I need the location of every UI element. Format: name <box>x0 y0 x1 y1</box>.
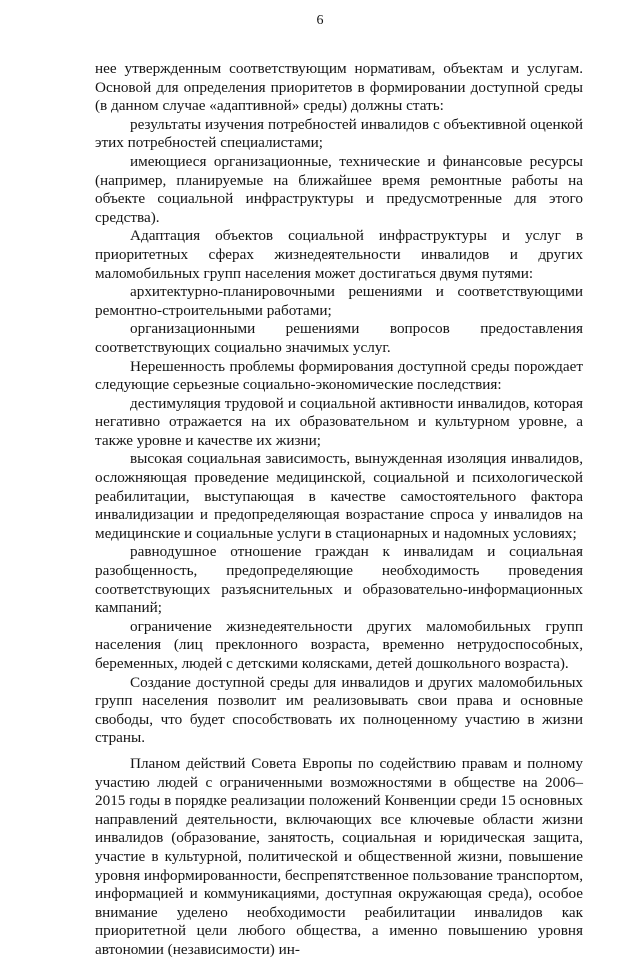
list-item-needs-study: результаты изучения потребностей инвалидов с объективной оценкой этих потребностей специалистами; <box>95 115 583 152</box>
paragraph-accessible-environment: Создание доступной среды для инвалидов и других маломобильных групп населения позволит им реализовывать свои права и основные свободы, что будет способствовать их полноценному участию в жизни страны. <box>95 673 583 747</box>
page-number: 6 <box>316 13 324 28</box>
list-item-resources: имеющиеся организационные, технические и финансовые ресурсы (например, планируемые на ближайшее время ремонтные работы на объекте социальной инфраструктуры и предусмотренные для этого средства). <box>95 152 583 226</box>
list-item-indifference: равнодушное отношение граждан к инвалидам и социальная разобщенность, предопределяющие необходимость проведения соответствующих разъяснительных и образовательно-информационных кампаний; <box>95 543 583 617</box>
list-item-social-dependency: высокая социальная зависимость, вынужденная изоляция инвалидов, осложняющая проведение медицинской, социальной и психологической реабилитации, выступающая в качестве самостоятельного фактора инвалидизации и предопределяющая возрастание спроса у инвалидов на медицинские и социальные услуги в стационарных и надомных условиях; <box>95 450 583 542</box>
paragraph-consequences: Нерешенность проблемы формирования доступной среды порождает следующие серьезные социально-экономические последствия: <box>95 357 583 394</box>
list-item-limited-mobility: ограничение жизнедеятельности других маломобильных групп населения (лиц преклонного возраста, временно нетрудоспособных, беременных, людей с детскими колясками, детей дошкольного возраста). <box>95 617 583 672</box>
paragraph-adaptation: Адаптация объектов социальной инфраструктуры и услуг в приоритетных сферах жизнедеятельности инвалидов и других маломобильных групп населения может достигаться двумя путями: <box>95 227 583 282</box>
list-item-organizational: организационными решениями вопросов предоставления соответствующих социально значимых услуг. <box>95 320 583 356</box>
document-body <box>95 60 583 960</box>
list-item-destimulation: дестимуляция трудовой и социальной активности инвалидов, которая негативно отражается на их образовательном и культурном уровне, а также уровне и качестве их жизни; <box>95 394 583 449</box>
paragraph-continuation: нее утвержденным соответствующим нормативам, объектам и услугам. Основой для определения приоритетов в формировании доступной среды (в данном случае «адаптивной» среды) должны стать: <box>95 60 583 115</box>
list-item-architectural: архитектурно-планировочными решениями и соответствующими ремонтно-строительными работами; <box>95 283 583 319</box>
paragraph-council-of-europe: Планом действий Совета Европы по содействию правам и полному участию людей с ограниченными возможностями в обществе на 2006–2015 годы в порядке реализации положений Конвенции среди 15 основных направлений деятельности, включающих все ключевые области жизни инвалидов (образование, занятость, социальная и юридическая защита, участие в культурной, политической и общественной жизни, повышение уровня информированности, беспрепятственное пользование транспортом, информацией и коммуникациями, доступная окружающая среда), особое внимание уделено необходимости реабилитации инвалидов как приоритетной цели любого общества, а именно повышению уровня автономии (независимости) ин- <box>95 754 583 958</box>
